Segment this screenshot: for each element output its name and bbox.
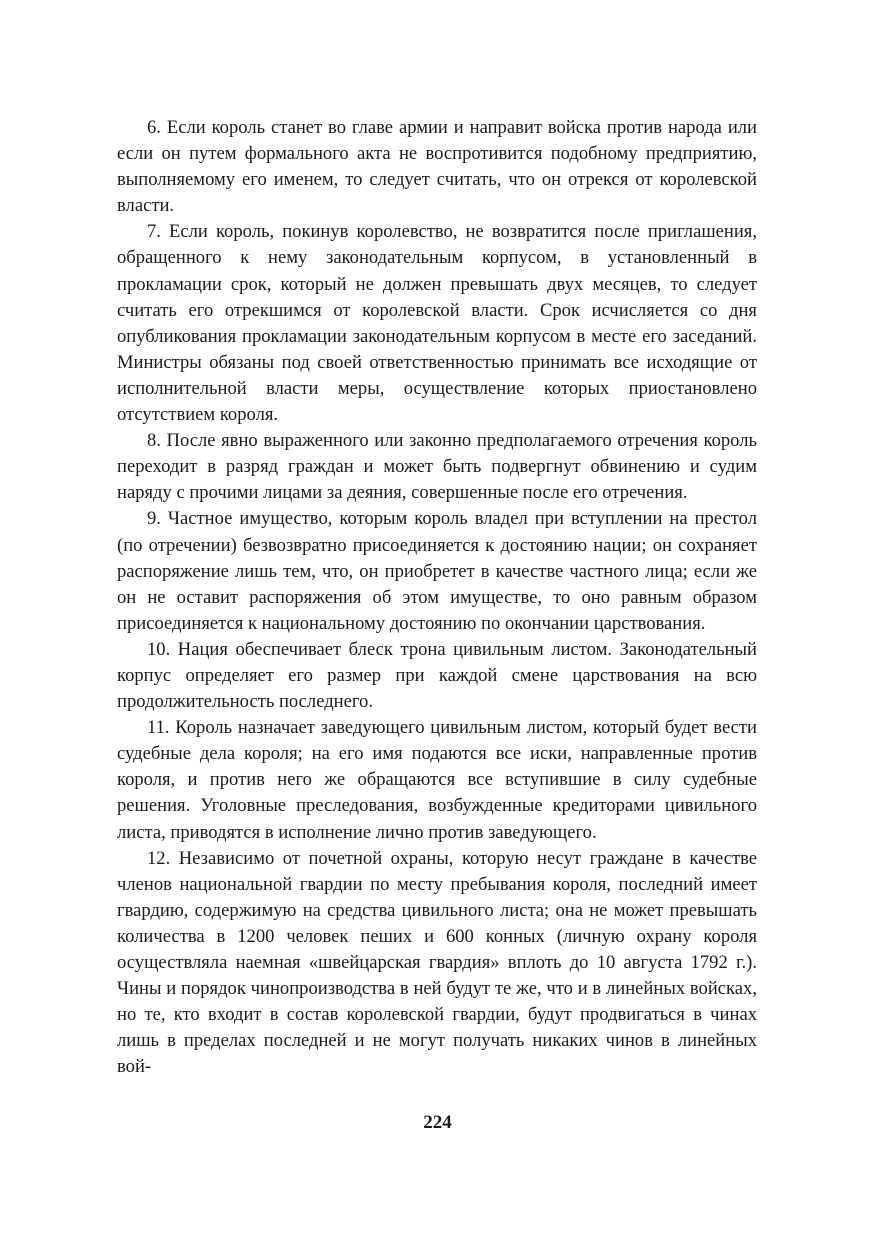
paragraph-7: 7. Если король, покинув королевство, не возвратится после приглашения, обращенного к нему законодательным корпусом, в установленный в прокламации срок, который не должен превышать двух месяцев, то следует считать его отрекшимся от королевской власти. Срок исчисляется со дня опубликования прокламации законодательным корпусом в месте его заседаний. Министры обязаны под своей ответственностью принимать все исходящие от исполнительной власти меры, осуществление которых приостановлено отсутствием короля. — [117, 221, 757, 426]
paragraph-10: 10. Нация обеспечивает блеск трона цивильным листом. Законодательный корпус определяет его размер при каждой смене царствования на всю продолжительность последнего. — [117, 638, 757, 713]
paragraph-9: 9. Частное имущество, которым король владел при вступлении на престол (по отречении) безвозвратно присоединяется к достоянию нации; он сохраняет распоряжение лишь тем, что, он приобретет в качестве частного лица; если же он не оставит распоряжения об этом имуществе, то оно равным образом присоединяется к национальному достоянию по окончании царствования. — [117, 508, 757, 634]
paragraph-6: 6. Если король станет во главе армии и направит войска против народа или если он путем формального акта не воспротивится подобному предприятию, выполняемому его именем, то следует считать, что он отрекся от королевской власти. — [117, 117, 757, 217]
paragraph-8: 8. После явно выраженного или законно предполагаемого отречения король переходит в разряд граждан и может быть подвергнут обвинению и судим наряду с прочими лицами за деяния, совершенные после его отречения. — [117, 430, 757, 504]
page-body — [117, 115, 757, 1080]
paragraph-11: 11. Король назначает заведующего цивильным листом, который будет вести судебные дела короля; на его имя подаются все иски, направленные против короля, и против него же обращаются все вступившие в силу судебные решения. Уголовные преследования, возбужденные кредиторами цивильного листа, приводятся в исполнение лично против заведующего. — [117, 717, 757, 843]
paragraph-12: 12. Независимо от почетной охраны, которую несут граждане в качестве членов национальной гвардии по месту пребывания короля, последний имеет гвардию, содержимую на средства цивильного листа; она не может превышать количества в 1200 человек пеших и 600 конных (личную охрану короля осуществляла наемная «швейцарская гвардия» вплоть до 10 августа 1792 г.). Чины и порядок чинопроизводства в ней будут те же, что и в линейных войсках, но те, кто входит в состав королевской гвардии, будут продвигаться в чинах лишь в пределах последней и не могут получать никаких чинов в линейных вой- — [117, 847, 757, 1078]
page-number: 224 — [423, 1112, 452, 1133]
